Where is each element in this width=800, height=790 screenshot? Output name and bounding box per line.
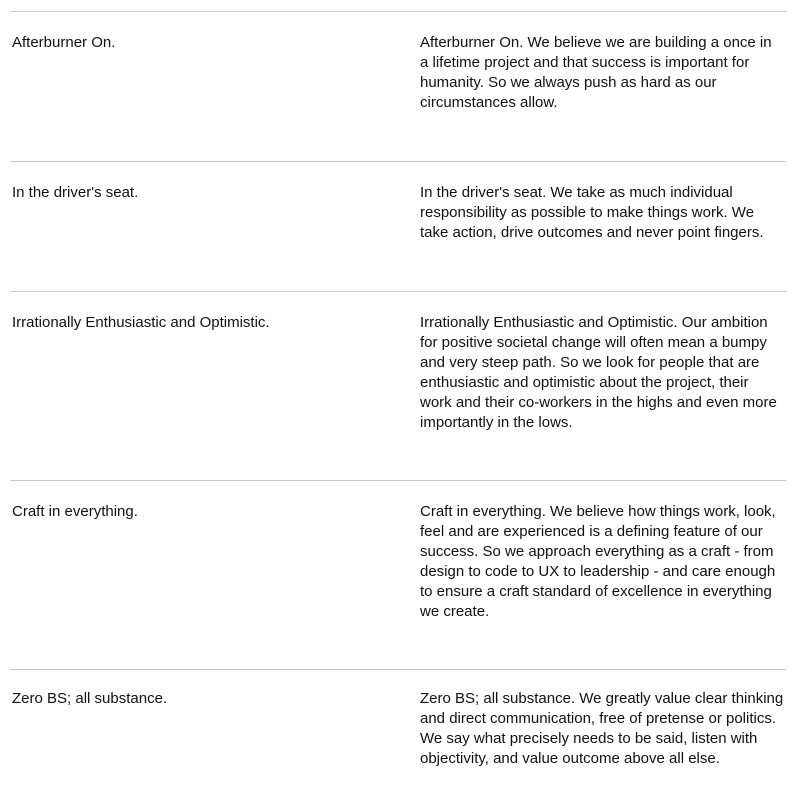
value-row-afterburner — [10, 11, 786, 161]
value-title: Zero BS; all substance. — [12, 690, 168, 707]
value-row-drivers-seat — [10, 161, 786, 291]
value-title: Craft in everything. — [12, 503, 138, 520]
value-row-zero-bs — [10, 669, 786, 789]
value-description: Craft in everything. We believe how things work, look, feel and are experienced is a defining feature of our success. So we approach everything as a craft - from design to code to UX to leadership - and care enough to ensure a craft standard of excellence in everything we create. — [420, 503, 776, 620]
value-description: Irrationally Enthusiastic and Optimistic. Our ambition for positive societal change will often mean a bumpy and very steep path. So we look for people that are enthusiastic and optimistic about the project, their work and their co-workers in the highs and even more importantly in the lows. — [420, 314, 777, 431]
value-description: Afterburner On. We believe we are building a once in a lifetime project and that success is important for humanity. So we always push as hard as our circumstances allow. — [420, 34, 772, 111]
values-list — [10, 11, 786, 789]
value-title: Irrationally Enthusiastic and Optimistic. — [12, 314, 270, 331]
value-description: In the driver's seat. We take as much individual responsibility as possible to make things work. We take action, drive outcomes and never point fingers. — [420, 184, 764, 241]
value-description: Zero BS; all substance. We greatly value clear thinking and direct communication, free of pretense or politics. We say what precisely needs to be said, listen with objectivity, and value outcome above all else. — [420, 690, 784, 767]
value-row-enthusiastic — [10, 291, 786, 480]
value-title: Afterburner On. — [12, 34, 116, 51]
value-row-craft — [10, 480, 786, 669]
value-title: In the driver's seat. — [12, 184, 139, 201]
